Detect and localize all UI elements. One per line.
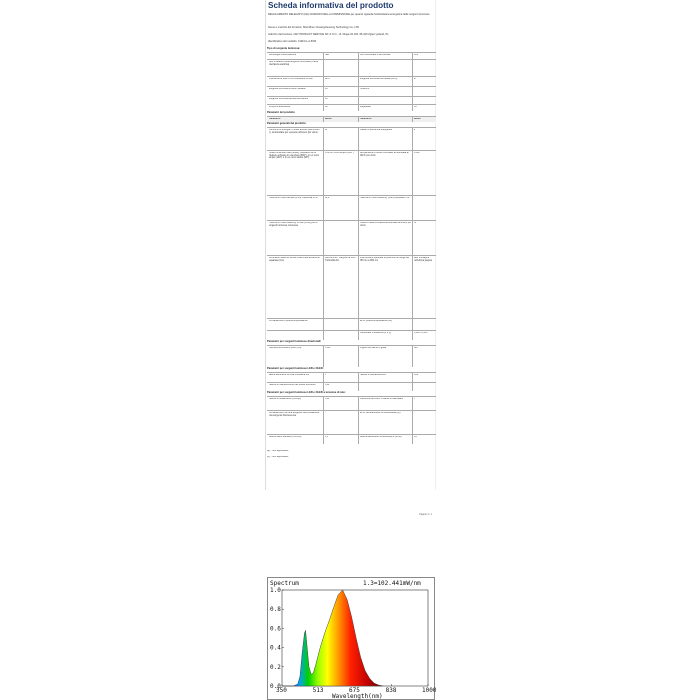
page-number: Pagina 1 / 1 xyxy=(419,513,432,516)
table-cell: Fattore di sfasamento (cos φ1) xyxy=(268,397,302,400)
y-tick-label: 0.8 xyxy=(270,606,281,614)
table-row xyxy=(267,382,436,391)
table-cell: Schermo antiriflesso xyxy=(268,105,291,108)
table-cell: Indice di resa cromatica arrotondato all'intero più vicino xyxy=(359,221,411,227)
table-cell: Coordinate cromatiche (x e y) xyxy=(359,331,391,334)
supplier-address: Indirizzo del fornitore: CET PRODUCT SERVICE SP. Z O.O., Ul. Dluga 33 102, 95-100 Zgierz poland, PL xyxy=(268,33,389,36)
table-cell: Consumo di energia in modo acceso (kWh/1000 h), arrotondato per eccesso all'intero più vicino xyxy=(268,128,320,134)
table-cell: Temperatura di colore correlata, arrotondata ai 100 K più vicini xyxy=(359,151,409,157)
table-cell: 3 651 xyxy=(324,346,331,349)
x-tick-label: 513 xyxy=(312,687,324,694)
table-cell: 1,00 xyxy=(413,373,419,376)
table-row xyxy=(267,220,436,255)
table-cell: Fattore di sopravvivenza xyxy=(359,373,386,376)
section-source-type: Tipo di sorgente luminosa: xyxy=(267,47,301,50)
table-cell: E xyxy=(413,128,416,131)
table-row xyxy=(267,76,436,86)
x-tick-label: 838 xyxy=(385,687,397,694)
spectrum-chart xyxy=(267,577,435,700)
y-tick-label: 1.0 xyxy=(270,587,281,594)
table-cell: - xyxy=(413,196,415,199)
table-cell: Coerenza dei colori in ellissi di MacAdam xyxy=(359,397,404,400)
table-row xyxy=(267,86,436,96)
table-cell: - xyxy=(324,221,326,224)
x-tick-label: 350 xyxy=(276,687,287,694)
table-row xyxy=(267,255,436,318)
table-cell: - xyxy=(413,87,415,90)
table-cell: DLS xyxy=(413,53,419,56)
table-cell: A tensione di rete o non a tensione di rete xyxy=(268,77,313,80)
table-cell: 0,96 xyxy=(324,383,330,386)
section-led-oled-mains: Parametri per sorgenti luminose LED e OLED a tensione di rete: xyxy=(267,391,346,394)
table-cell: Angolo del fascio in gradi xyxy=(359,346,387,349)
y-tick-label: 0.2 xyxy=(270,663,281,671)
table-cell: 50,0 xyxy=(324,196,330,199)
table-row xyxy=(267,318,436,330)
table-cell: Metrica dello sfarfallio (Pst LM) xyxy=(268,435,302,438)
y-tick-label: 0.0 xyxy=(270,683,281,690)
regulation-text: REGOLAMENTO DELEGATO (UE) 2019/2015 DELLA COMMISSIONE per quanto riguarda l'etichettatura energetica delle sorgenti luminose xyxy=(268,13,430,16)
table-row xyxy=(267,345,436,367)
table-cell xyxy=(325,332,358,341)
supplier-name: Nome o marchio del fornitore: ShenZhen Chuangshuoxing Technology Co.,LTD xyxy=(268,26,360,29)
table-cell: Involucro xyxy=(359,87,370,90)
table-cell: Parametro xyxy=(359,117,372,120)
table-cell xyxy=(414,61,437,77)
table-row xyxy=(267,104,436,111)
table-cell: 81 xyxy=(413,221,417,224)
table-row xyxy=(267,195,436,220)
y-tick-label: 0.6 xyxy=(270,625,281,633)
table-cell: Dimensioni esterne senza unità di alimentazione separata (mm) xyxy=(268,256,320,262)
table-cell: LED xyxy=(324,53,330,56)
spectrum-readout: 1.3=102.441mW/nm xyxy=(363,580,421,587)
table-cell: Se sì, potenza equivalente (W) xyxy=(359,319,393,322)
table-cell: 5 000 xyxy=(413,151,420,154)
table-cell: 5 053 in Cono ampio (120°) xyxy=(324,151,354,154)
table-cell: Sorgente luminosa ad alta luminanza xyxy=(268,97,308,100)
table-cell: Potenza in modo stand-by in rete (Pnet) per le sorgenti luminose connesse xyxy=(268,221,318,227)
table-cell: Flusso luminoso utile (Φuse), indicando se si riferisce al flusso in una sfera (360°), in un cono ampio (120°) o in un cono stretto (90°) xyxy=(268,151,320,160)
table-cell: Dichiarazione di potenza equivalente xyxy=(268,319,308,322)
table-cell: Valore dell'indice di resa cromatica R9 xyxy=(268,373,309,376)
table-cell: Dichiarazione che una sorgente LED sostituisce una sorgente fluorescente xyxy=(268,411,320,417)
table-cell: 6 xyxy=(413,397,415,400)
table-row xyxy=(267,96,436,104)
x-tick-label: 1000 xyxy=(422,687,436,694)
table-row xyxy=(267,410,436,434)
table-cell: Potenza in modo stand-by (Psb) espressa in W xyxy=(359,196,410,199)
table-cell: No xyxy=(324,105,328,108)
table-cell: - xyxy=(413,411,415,414)
section-product-params: Parametri del prodotto xyxy=(267,111,295,114)
table-row xyxy=(267,396,436,410)
table-cell: 0 xyxy=(324,373,326,376)
table-cell: 50 xyxy=(324,128,328,131)
y-tick-label: 0.4 xyxy=(270,644,281,652)
table-cell: Se sì, dichiarazione di sostituibilità (W) xyxy=(359,411,401,414)
spectrum-xlabel: Wavelength(nm) xyxy=(332,693,383,700)
table-cell: Intensità luminosa di picco (cd) xyxy=(268,346,302,349)
table-row xyxy=(267,150,436,195)
table-cell: Metrica dell'effetto stroboscopico (SVM) xyxy=(359,435,402,438)
document-title: Scheda informativa del prodotto xyxy=(268,1,394,10)
table-cell xyxy=(360,384,412,392)
table-cell: Valore xyxy=(413,117,421,120)
table-cell: Distribuzione spettrale di potenza nel range da 250 nm a 800 nm xyxy=(359,256,409,262)
table-row xyxy=(267,52,436,59)
table-cell: Tipo di attacco della sorgente luminosa (o altra interfaccia elettrica) xyxy=(268,60,318,66)
table-cell: Potenza in modo acceso (Pon), espressa in W xyxy=(268,196,318,199)
table-cell: No xyxy=(413,105,417,108)
table-row xyxy=(267,330,436,340)
spectrum-title: Spectrum xyxy=(270,580,299,587)
table-cell: / xyxy=(324,60,326,63)
table-row xyxy=(267,127,436,150)
table-cell xyxy=(414,384,437,392)
model-identifier: Identificativo del modello: CHR-FL-A-50W xyxy=(268,40,317,43)
spectrum-area xyxy=(282,590,383,686)
table-cell: - xyxy=(324,319,326,322)
footnote: (a) - non applicabile; xyxy=(267,450,289,452)
table-cell: No xyxy=(324,87,328,90)
table-row xyxy=(267,434,436,444)
table-cell: Sorgente luminosa a colori variabili xyxy=(268,87,306,90)
table-cell: MLS xyxy=(324,77,330,80)
product-information-sheet xyxy=(265,0,436,516)
table-cell: 280 xyxy=(413,346,418,349)
section-directional: Parametri per sorgenti luminose direzionali: xyxy=(267,340,322,343)
table-cell: Tecnologia d'illuminazione xyxy=(268,53,297,56)
table-cell: Altezza 210 / Larghezza 160 / Profondità 40 xyxy=(324,256,357,262)
footnote: (b) - non applicabile; xyxy=(267,456,289,458)
table-cell: 0,439 / 0,415 xyxy=(413,331,428,334)
table-cell: Regolabile xyxy=(359,105,371,108)
table-row xyxy=(267,372,436,382)
table-cell: Fattore di mantenimento del flusso luminoso xyxy=(268,383,316,386)
x-tick-label: 675 xyxy=(349,687,360,694)
table-cell: No xyxy=(324,97,328,100)
table-cell: Non direzionale o direzionale xyxy=(359,53,391,56)
table-cell: 0,90 xyxy=(324,397,330,400)
table-cell: Vedi immagine nell'ultima pagina xyxy=(413,256,432,262)
table-cell: Parametro xyxy=(268,117,281,120)
spectrum-svg xyxy=(268,578,436,700)
section-led-oled: Parametri per sorgenti luminose LED e OLED: xyxy=(267,367,324,370)
table-cell: Valore xyxy=(324,117,332,120)
table-cell: Classe di efficienza energetica xyxy=(359,128,392,131)
table-cell: 0,0 xyxy=(413,435,417,438)
table-cell xyxy=(360,61,412,77)
table-cell: - xyxy=(324,411,326,414)
table-cell: - xyxy=(413,319,415,322)
table-cell: 0,1 xyxy=(324,435,328,438)
table-cell: Sorgente luminosa connessa (CLS) xyxy=(359,77,398,80)
section-general-params: Parametri generali del prodotto: xyxy=(267,122,307,125)
table-row xyxy=(267,59,436,76)
table-cell: Si xyxy=(413,77,416,80)
